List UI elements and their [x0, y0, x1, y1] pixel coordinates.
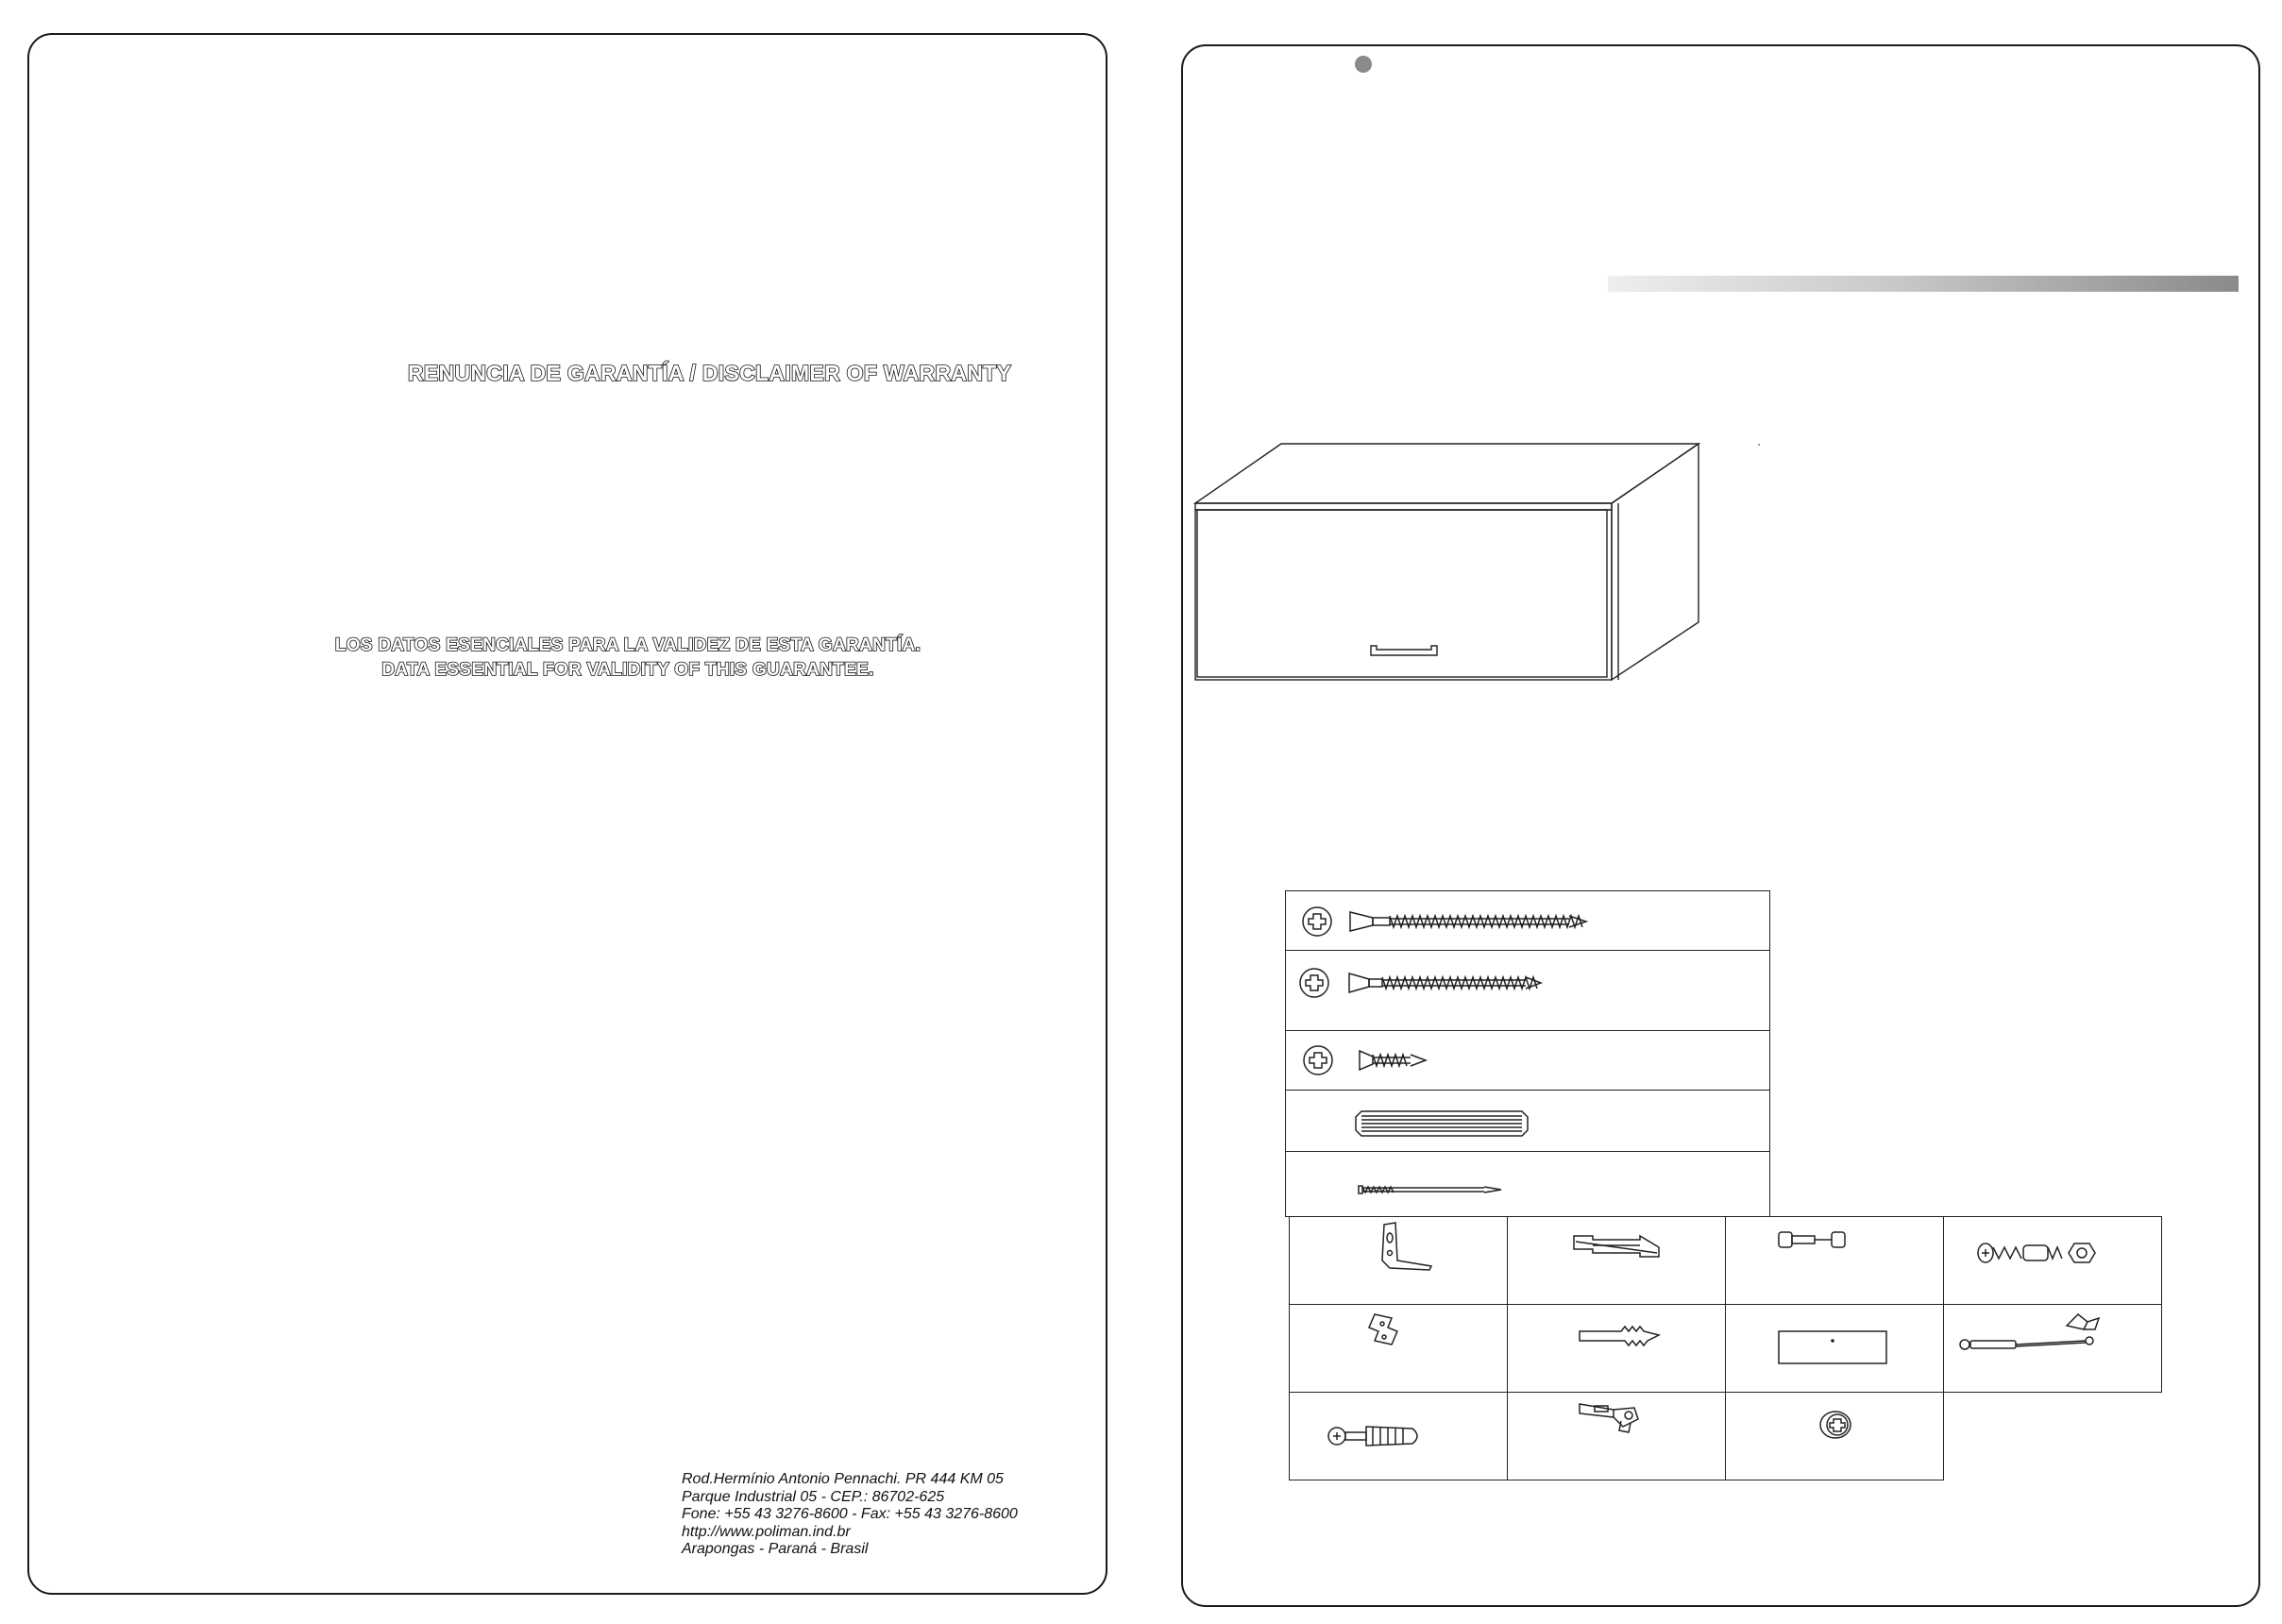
left-page-panel: [27, 33, 1107, 1595]
company-address: [682, 1471, 1018, 1559]
cabinet-door: [1195, 510, 1612, 680]
hardware-row-short-screw: [1285, 1030, 1770, 1091]
cabinet-illustration: [1192, 440, 1711, 690]
wall-plug-icon: [1508, 1305, 1727, 1394]
hardware-row-long-screw: [1285, 890, 1770, 951]
handle-icon: [1508, 1217, 1727, 1306]
grid-cell-rectangular-part: [1725, 1304, 1944, 1393]
cabinet-top-edge: [1195, 503, 1612, 510]
gradient-header-bar: [1608, 276, 2239, 292]
hardware-row-nail: [1285, 1151, 1770, 1217]
hardware-row-medium-screw: [1285, 950, 1770, 1031]
cam-lock-icon: [1726, 1393, 1945, 1481]
essential-data-english: DATA ESSENTIAL FOR VALIDITY OF THIS GUARANTEE.: [381, 660, 874, 680]
hardware-row-dowel: [1285, 1090, 1770, 1152]
grid-cell-shelf-pin: [1725, 1216, 1944, 1305]
long-screw-phillips-icon: [1286, 891, 1771, 952]
rectangular-part-icon: [1726, 1305, 1945, 1394]
hinge-icon: [1508, 1393, 1727, 1481]
wooden-dowel-icon: [1286, 1091, 1771, 1153]
essential-data-spanish: LOS DATOS ESENCIALES PARA LA VALIDEZ DE ESTA GARANTÍA.: [334, 635, 921, 655]
medium-screw-phillips-icon: [1286, 951, 1771, 1032]
short-screw-phillips-icon: [1286, 1031, 1771, 1091]
grid-cell-handle: [1507, 1216, 1726, 1305]
grid-cell-hinge: [1507, 1392, 1726, 1480]
cabinet-handle: [1371, 646, 1437, 655]
cabinet-door-inner: [1197, 510, 1607, 677]
grid-cell-cam-lock: [1725, 1392, 1944, 1480]
grid-cell-wall-plug: [1507, 1304, 1726, 1393]
hanging-bracket-icon: [1290, 1217, 1509, 1306]
wall-anchor-screw-icon: [1944, 1217, 2163, 1306]
grid-cell-gas-piston: [1943, 1304, 2162, 1393]
grey-dot-marker: [1355, 56, 1372, 73]
grid-cell-minifix-bolt: [1289, 1392, 1508, 1480]
address-line-park: Parque Industrial 05 - CEP.: 86702-625: [682, 1488, 945, 1505]
essential-data-note: [132, 634, 1124, 683]
small-mark: [1758, 444, 1760, 446]
grid-cell-bracket: [1289, 1216, 1508, 1305]
grid-cell-wall-anchor: [1943, 1216, 2162, 1305]
cabinet-top-face: [1195, 444, 1699, 503]
cabinet-side-face: [1612, 444, 1699, 680]
gas-piston-icon: [1944, 1305, 2163, 1394]
nail-icon: [1286, 1152, 1771, 1218]
hinge-plate-icon: [1290, 1305, 1509, 1394]
address-line-phone: Fone: +55 43 3276-8600 - Fax: +55 43 3276-8600: [682, 1506, 1018, 1522]
address-line-city: Arapongas - Paraná - Brasil: [682, 1541, 869, 1557]
address-line-road: Rod.Hermínio Antonio Pennachi. PR 444 KM 05: [682, 1471, 1004, 1487]
shelf-pin-icon: [1726, 1217, 1945, 1306]
warranty-title: RENUNCIA DE GARANTÍA / DISCLAIMER OF WARRANTY: [408, 361, 1012, 385]
address-line-website: http://www.poliman.ind.br: [682, 1523, 851, 1540]
grid-cell-hinge-plate: [1289, 1304, 1508, 1393]
minifix-bolt-icon: [1290, 1393, 1509, 1481]
